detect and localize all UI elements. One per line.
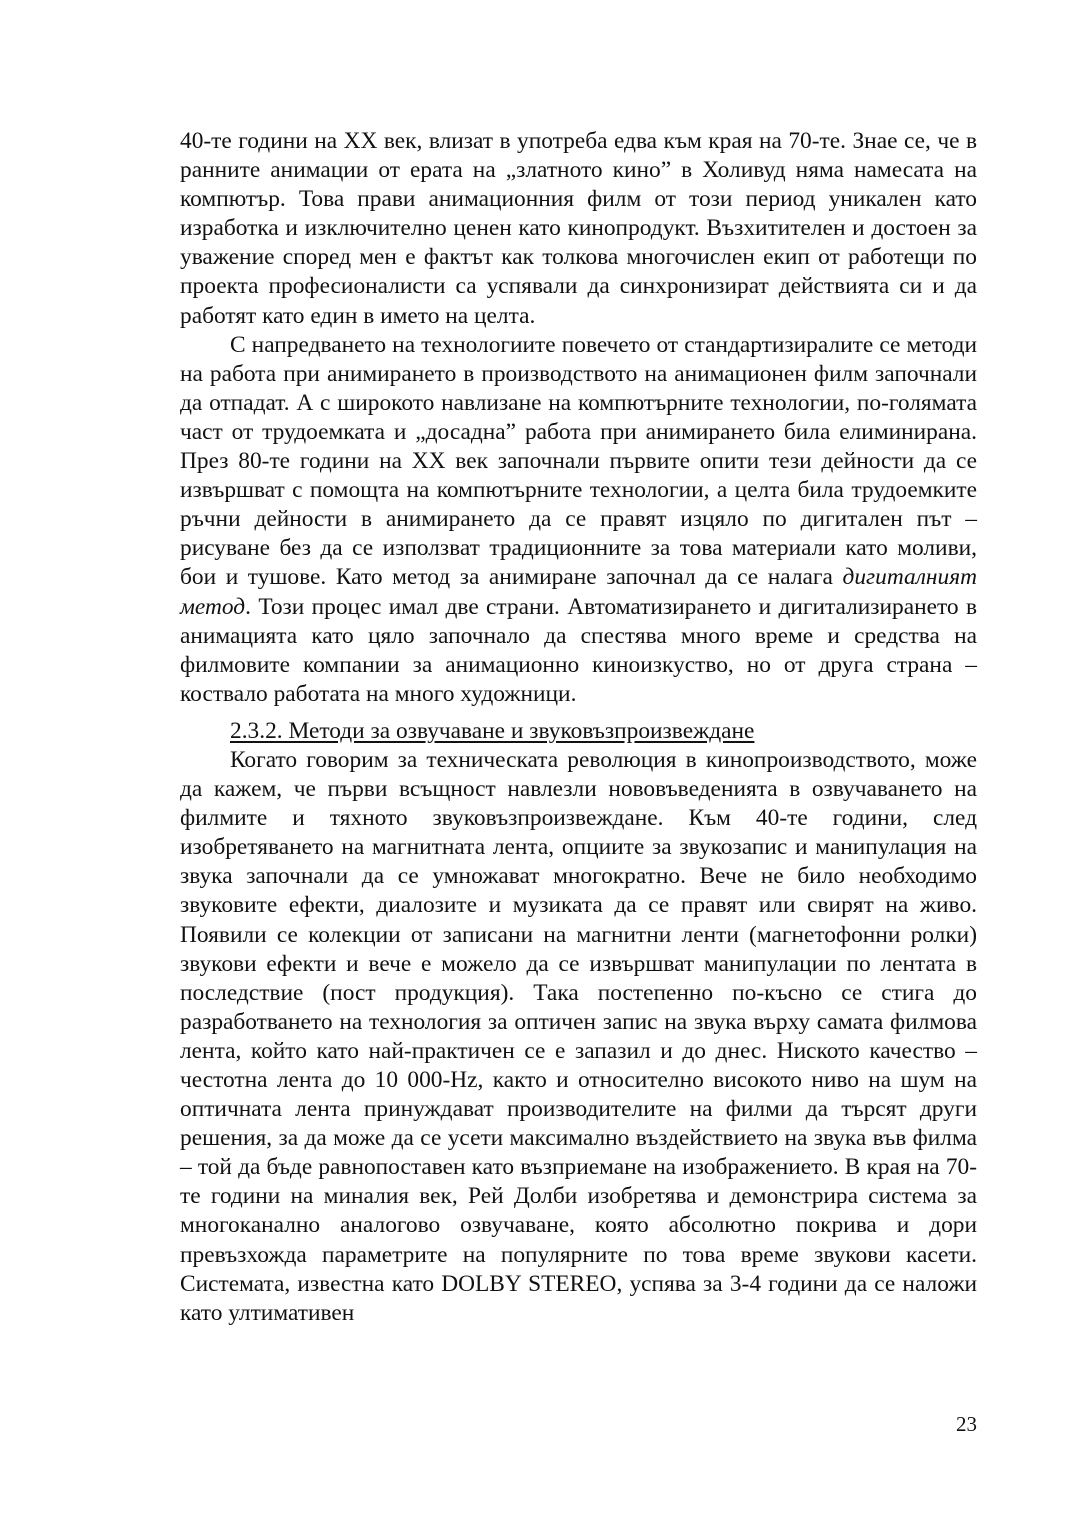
paragraph-2-italic-term: дигиталният метод — [180, 564, 977, 620]
paragraph-1: 40-те години на XX век, влизат в употреба едва към края на 70-те. Знае се, че в ранните анимации от ерата на „златното кино” в Холивуд няма намесата на компютър. Това прави анимационния филм от този период уникален като изработка и изключително ценен като кинопродукт. Възхитителен и достоен за уважение според мен е фактът как толкова многочислен екип от работещи по проекта професионалисти са успявали да синхронизират действията си и да работят като един в името на целта. — [180, 128, 977, 329]
page-number: 23 — [956, 1412, 977, 1436]
page-body — [180, 127, 977, 1328]
paragraph-2-text-start: С напредването на технологиите повечето от стандартизиралите се методи на работа при анимирането в производството на анимационен филм започнали да отпадат. А с широкото навлизане на компютърните технологии, по-голямата част от трудоемката и „досадна” работа при анимирането била елиминирана. През 80-те години на XX век започнали първите опити тези дейности да се извършват с помощта на компютърните технологии, а целта била трудоемките ръчни дейности в анимирането да се правят изцяло по дигитален път – рисуване без да се използват традиционните за това материали като моливи, бои и тушове. Като метод за анимиране започнал да се налага — [180, 331, 977, 591]
paragraph-2 — [180, 331, 977, 709]
paragraph-2-text-end: . Този процес имал две страни. Автоматизирането и дигитализирането в анимацията като цяло започнало да спестява много време и средства на филмовите компании за анимационно киноизкуство, но от друга страна – коствало работата на много художници. — [180, 593, 977, 707]
section-heading: 2.3.2. Методи за озвучаване и звуковъзпроизвеждане — [230, 717, 755, 744]
paragraph-3: Когато говорим за техническата революция в кинопроизводството, може да кажем, че първи всъщност навлезли нововъведенията в озвучаването на филмите и тяхното звуковъзпроизвеждане. Към 40-те години, след изобретяването на магнитната лента, опциите за звукозапис и манипулация на звука започнали да се умножават многократно. Вече не било необходимо звуковите ефекти, диалозите и музиката да се правят или свирят на живо. Появили се колекции от записани на магнитни ленти (магнетофонни ролки) звукови ефекти и вече е можело да се извършват манипулации по лентата в последствие (пост продукция). Така постепенно по-късно се стига до разработването на технология за оптичен запис на звука върху самата филмова лента, който като най-практичен се е запазил и до днес. Ниското качество – честотна лента до 10 000-Hz, както и относително високото ниво на шум на оптичната лента принуждават производителите на филми да търсят други решения, за да може да се усети максимално въздействието на звука във филма – той да бъде равнопоставен като възприемане на изображението. В края на 70-те години на миналия век, Рей Долби изобретява и демонстрира система за многоканално аналогово озвучаване, която абсолютно покрива и дори превъзхожда параметрите на популярните по това време звукови касети. Системата, известна като DOLBY STEREO, успява за 3-4 години да се наложи като ултимативен — [180, 746, 977, 1326]
